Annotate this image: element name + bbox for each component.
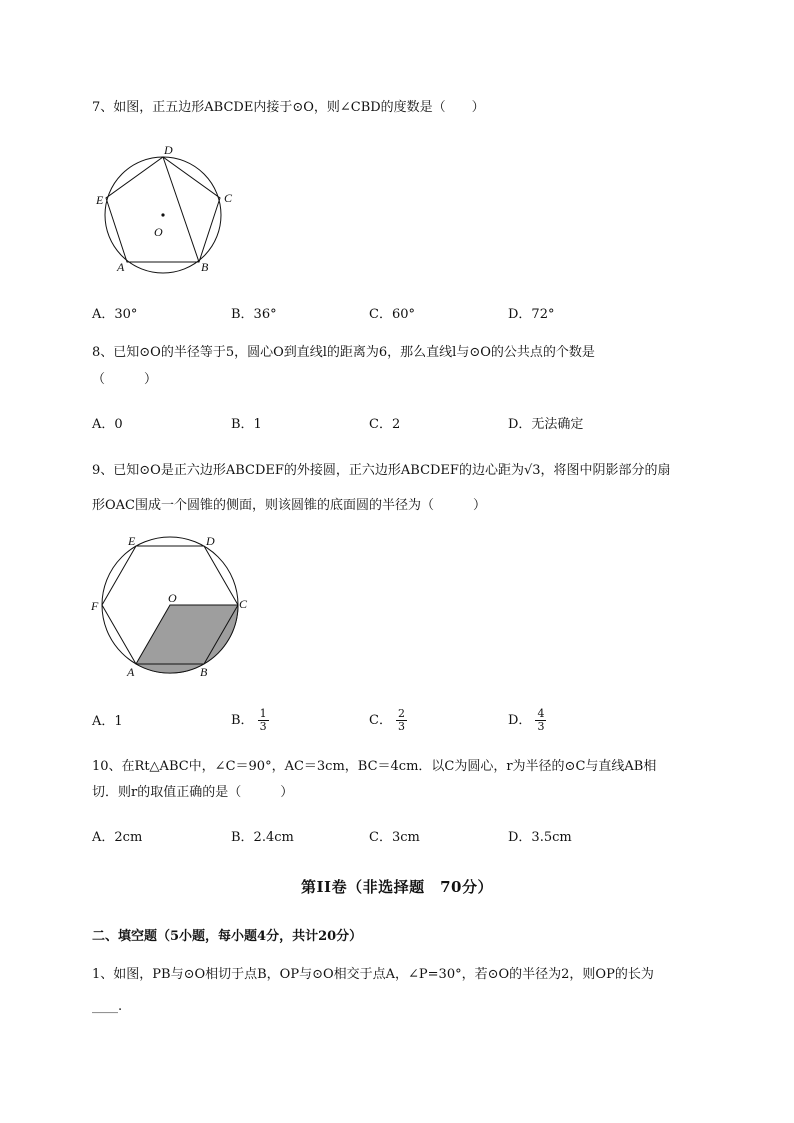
label-o: O [154,225,163,239]
q8-option-d[interactable]: D．无法确定 [508,417,584,432]
q9-option-d-prefix: D． [508,713,532,728]
q7-stem: 7、如图，正五边形ABCDE内接于⊙O，则∠CBD的度数是（ ） [92,100,485,115]
label-a: A [127,665,135,679]
q7-options [92,303,652,323]
label-a: A [117,260,125,274]
fill-in-section-title: 二、填空题（5小题，每小题4分，共计20分） [92,929,363,944]
q7-option-c[interactable]: C．60° [369,307,415,322]
label-o: O [168,591,177,605]
label-d: D [164,143,173,157]
label-e: E [128,534,136,548]
label-d: D [206,534,215,548]
q9-option-a[interactable]: A．1 [92,714,123,729]
q9-option-b-prefix: B． [231,713,254,728]
q7-option-b[interactable]: B．36° [231,307,277,322]
q8-stem-line1: 8、已知⊙O的半径等于5，圆心O到直线l的距离为6，那么直线l与⊙O的公共点的个数是 [92,345,595,360]
q8-option-c[interactable]: C．2 [369,417,401,432]
q9-option-b[interactable] [231,708,269,733]
q9-option-c-fraction: $\frac{2}{3}$ [397,707,405,733]
q9-option-c-prefix: C． [369,713,392,728]
label-c: C [224,191,233,205]
q9-option-d[interactable] [508,708,546,733]
label-e: E [96,193,104,207]
fill1-stem-line1: 1、如图，PB与⊙O相切于点B，OP与⊙O相交于点A，∠P=30°，若⊙O的半径为2，则OP的长为 [92,967,654,982]
q10-option-c[interactable]: C．3cm [369,830,420,845]
q8-options [92,413,652,433]
label-f: F [91,599,99,613]
q8-stem-line2: （ ） [92,372,158,387]
q8-option-a[interactable]: A．0 [92,417,123,432]
q7-option-a[interactable]: A．30° [92,307,138,322]
q9-options [92,708,652,734]
label-c: C [239,597,248,611]
q10-option-d[interactable]: D．3.5cm [508,830,572,845]
q9-stem-line1: 9、已知⊙O是正六边形ABCDEF的外接圆，正六边形ABCDEF的边心距为√3，将图中阴影部分的扇 [92,463,671,478]
q10-option-a[interactable]: A．2cm [92,830,143,845]
section-title: 第II卷（非选择题 70分） [301,878,493,896]
segment-bd [163,157,199,262]
q9-stem-line2: 形OAC围成一个圆锥的侧面，则该圆锥的底面圆的半径为（ ） [92,498,486,513]
q9-option-d-fraction: $\frac{4}{3}$ [537,707,545,733]
shaded-sector-oac [136,605,238,673]
hexagon-figure [90,534,250,684]
q10-stem-line2: 切．则r的取值正确的是（ ） [92,785,294,800]
center-dot [161,213,164,216]
label-b: B [201,260,209,274]
q9-option-c[interactable] [369,708,407,733]
q7-option-d[interactable]: D．72° [508,307,555,322]
pentagon-figure [94,142,234,282]
q10-options [92,826,652,846]
fill1-stem-line2: ____. [92,999,123,1014]
label-b: B [200,665,208,679]
q9-option-b-fraction: $\frac{1}{3}$ [259,707,267,733]
q10-stem-line1: 10、在Rt△ABC中，∠C＝90°，AC＝3cm，BC＝4cm．以C为圆心，r为半径的⊙C与直线AB相 [92,759,657,774]
q10-option-b[interactable]: B．2.4cm [231,830,294,845]
q8-option-b[interactable]: B．1 [231,417,262,432]
